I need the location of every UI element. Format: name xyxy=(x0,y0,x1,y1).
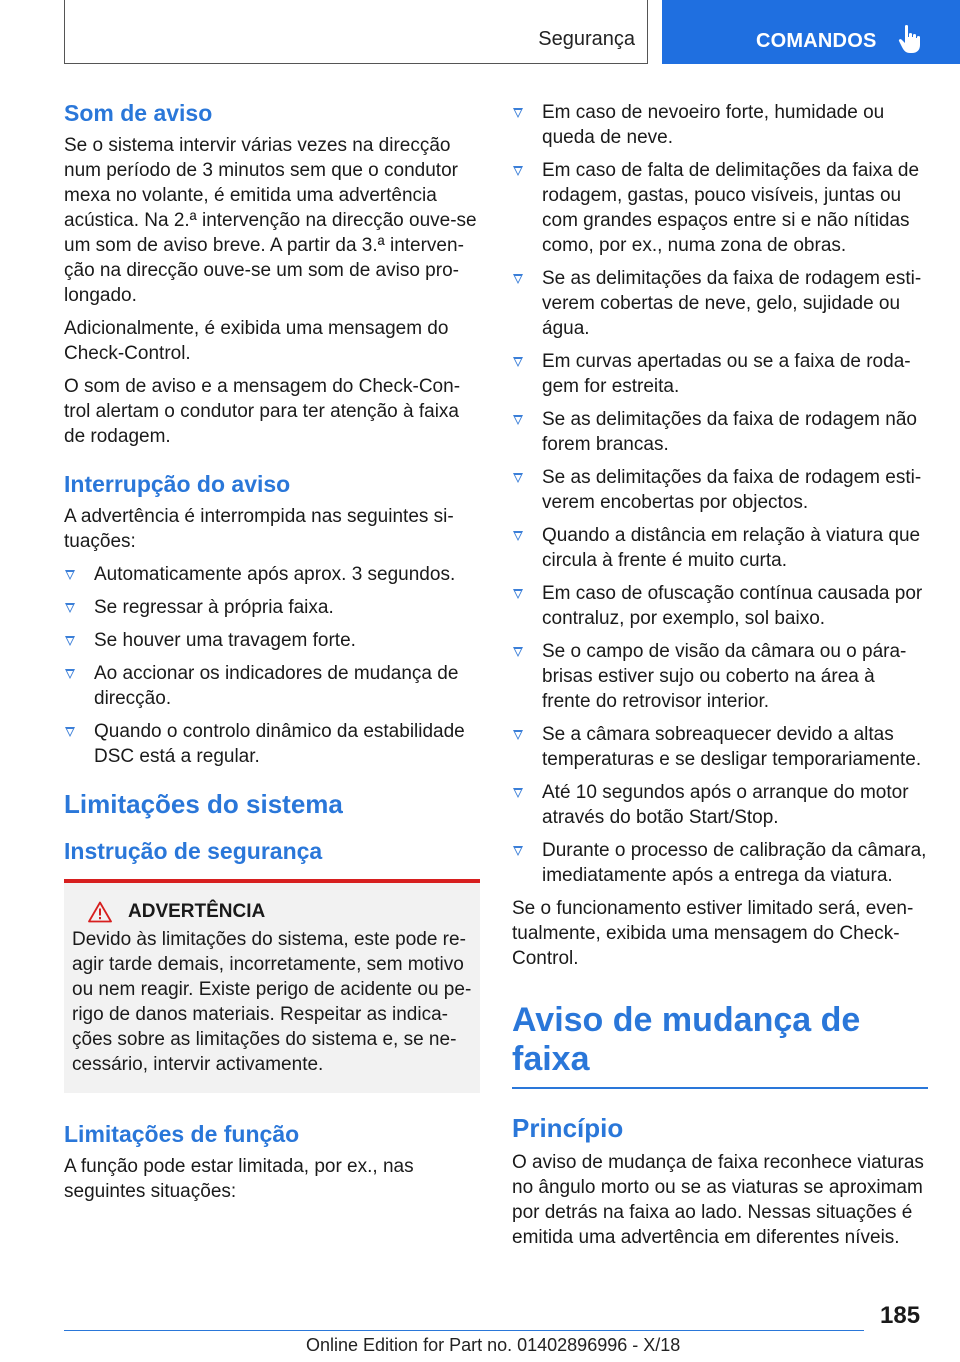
paragraph: O aviso de mudança de faixa reconhece viaturas no ângulo morto ou se as viaturas se aproximam por detrás na faixa ao lado. Nessas situações é emitida uma advertência em diferentes níveis. xyxy=(512,1152,924,1248)
bullet-triangle-icon xyxy=(65,603,75,613)
bullet-triangle-icon xyxy=(513,589,523,599)
bullet-triangle-icon xyxy=(513,274,523,284)
interrupcao-list xyxy=(64,562,480,769)
list-item: Durante o processo de calibração da câmara, imediatamente após a entrega da viatura. xyxy=(512,838,928,888)
bullet-triangle-icon xyxy=(513,730,523,740)
list-item: Se regressar à própria faixa. xyxy=(64,595,480,620)
header-chapter-tab[interactable] xyxy=(662,0,960,64)
list-item: Se as delimitações da faixa de rodagem estiverem cobertas de neve, gelo, sujidade ou água. xyxy=(512,266,928,341)
heading-interrupcao: Interrupção do aviso xyxy=(64,471,291,497)
header-section-box xyxy=(64,0,648,64)
list-item: Ao accionar os indicadores de mudança de direcção. xyxy=(64,661,480,711)
heading-limitacoes-funcao: Limitações de função xyxy=(64,1121,300,1147)
list-item: Em caso de falta de delimitações da faixa de rodagem, gastas, pouco visíveis, juntas ou com grandes espaços entre si e não nítidas como, por ex., numa zona de obras. xyxy=(512,158,928,258)
paragraph: A advertência é interrompida nas seguintes situações: xyxy=(64,506,454,552)
warning-text: Devido às limitações do sistema, este pode reagir tarde demais, incorretamente, sem motivo ou nem reagir. Existe perigo de acidente ou perigo de danos materiais. Respeitar as indicações sobre as limitações do sistema e, se necessário, intervir activamente. xyxy=(72,929,472,1075)
warning-header xyxy=(72,901,472,923)
list-item: Em caso de ofuscação contínua causada por contraluz, por exemplo, sol baixo. xyxy=(512,581,928,631)
list-item: Em caso de nevoeiro forte, humidade ou queda de neve. xyxy=(512,100,928,150)
footer-edition: Online Edition for Part no. 01402896996 - X/18 xyxy=(306,1335,681,1355)
bullet-triangle-icon xyxy=(513,415,523,425)
paragraph: Se o sistema intervir várias vezes na direcção num período de 3 minutos sem que o condutor mexa no volante, é emitida uma advertência acústica. Na 2.ª intervenção na direcção ouve-se um som de aviso breve. A partir da 3.ª intervenção na direcção ouve-se um som de aviso prolongado. xyxy=(64,135,477,306)
bullet-triangle-icon xyxy=(65,636,75,646)
paragraph: Adicionalmente, é exibida uma mensagem do Check-Control. xyxy=(64,318,449,364)
list-item: Se houver uma travagem forte. xyxy=(64,628,480,653)
list-item: Em curvas apertadas ou se a faixa de rodagem for estreita. xyxy=(512,349,928,399)
right-column xyxy=(512,100,928,1258)
pointing-hand-icon xyxy=(898,24,924,54)
bullet-triangle-icon xyxy=(513,788,523,798)
list-item: Até 10 segundos após o arranque do motor através do botão Start/Stop. xyxy=(512,780,928,830)
list-item: Se a câmara sobreaquecer devido a altas temperaturas e se desligar temporariamente. xyxy=(512,722,928,772)
warning-title: ADVERTÊNCIA xyxy=(128,901,266,922)
heading-aviso-mudanca-faixa: Aviso de mudança de faixa xyxy=(512,1001,928,1089)
bullet-triangle-icon xyxy=(513,846,523,856)
bullet-triangle-icon xyxy=(65,669,75,679)
bullet-triangle-icon xyxy=(513,108,523,118)
page-number: 185 xyxy=(880,1302,921,1329)
heading-limitacoes-sistema: Limitações do sistema xyxy=(64,789,343,819)
left-column xyxy=(64,100,480,1212)
heading-som-de-aviso: Som de aviso xyxy=(64,100,213,126)
bullet-triangle-icon xyxy=(513,647,523,657)
paragraph: Se o funcionamento estiver limitado será, eventualmente, exibida uma mensagem do Check-Control. xyxy=(512,898,914,969)
list-item: Automaticamente após aprox. 3 segundos. xyxy=(64,562,480,587)
bullet-triangle-icon xyxy=(513,473,523,483)
paragraph: O som de aviso e a mensagem do Check-Control alertam o condutor para ter atenção à faixa de rodagem. xyxy=(64,376,461,447)
funcao-list xyxy=(512,100,928,888)
list-item: Quando o controlo dinâmico da estabilidade DSC está a regular. xyxy=(64,719,480,769)
list-item: Quando a distância em relação à viatura que circula à frente é muito curta. xyxy=(512,523,928,573)
bullet-triangle-icon xyxy=(65,727,75,737)
bullet-triangle-icon xyxy=(513,357,523,367)
heading-instrucao-seguranca: Instrução de segurança xyxy=(64,838,323,864)
paragraph: A função pode estar limitada, por ex., nas seguintes situações: xyxy=(64,1156,414,1202)
header-chapter-label: COMANDOS xyxy=(756,30,877,52)
bullet-triangle-icon xyxy=(65,570,75,580)
list-item: Se o campo de visão da câmara ou o pára-brisas estiver sujo ou coberto na área à frente do retrovisor interior. xyxy=(512,639,928,714)
heading-principio: Princípio xyxy=(512,1113,624,1143)
warning-box xyxy=(64,879,480,1093)
list-item: Se as delimitações da faixa de rodagem estiverem encobertas por objectos. xyxy=(512,465,928,515)
warning-triangle-icon xyxy=(88,901,112,923)
bullet-triangle-icon xyxy=(513,531,523,541)
bullet-triangle-icon xyxy=(513,166,523,176)
header-section-title: Segurança xyxy=(538,28,635,50)
list-item: Se as delimitações da faixa de rodagem não forem brancas. xyxy=(512,407,928,457)
footer-divider xyxy=(64,1330,864,1331)
